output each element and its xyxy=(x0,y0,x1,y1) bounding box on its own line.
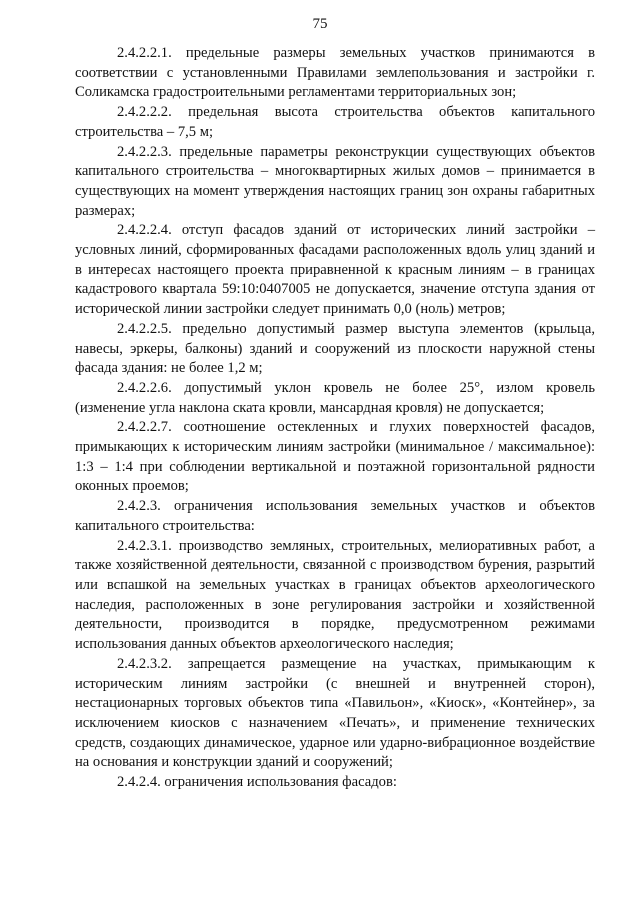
paragraph-2-4-2-2-6: 2.4.2.2.6. допустимый уклон кровель не более 25°, излом кровель (изменение угла наклона ската кровли, мансардная кровля) не допускается; xyxy=(75,379,595,416)
document-body xyxy=(75,44,595,793)
paragraph-2-4-2-2-3: 2.4.2.2.3. предельные параметры реконструкции существующих объектов капитального строительства – многоквартирных жилых домов – принимается в существующих на момент утверждения настоящих границ зон охраны габаритных размерах; xyxy=(75,143,595,219)
paragraph-2-4-2-2-5: 2.4.2.2.5. предельно допустимый размер выступа элементов (крыльца, навесы, эркеры, балконы) зданий и сооружений из плоскости наружной стены фасада здания: не более 1,2 м; xyxy=(75,320,595,377)
paragraph-2-4-2-4: 2.4.2.4. ограничения использования фасадов: xyxy=(117,774,397,791)
page-number: 75 xyxy=(312,16,328,32)
paragraph-2-4-2-3-2: 2.4.2.3.2. запрещается размещение на участках, примыкающим к историческим линиям застройки (с внешней и внутренней сторон), нестационарных торговых объектов типа «Павильон», «Киоск», «Контейнер», за исключением киосков с назначением «Печать», и применение технических средств, создающих динамическое, ударное или ударно-вибрационное воздействие на основания и конструкции зданий и сооружений; xyxy=(75,655,595,771)
paragraph-2-4-2-3: 2.4.2.3. ограничения использования земельных участков и объектов капитального строительства: xyxy=(75,498,595,534)
paragraph-2-4-2-3-1: 2.4.2.3.1. производство земляных, строительных, мелиоративных работ, а также хозяйственной деятельности, связанной с производством бурения, разрытий или вспашкой на земельных участках в границах объектов археологического наследия, расположенных в зоне регулирования застройки и хозяйственной деятельности, производится в порядке, предусмотренном режимами использования данных объектов археологического наследия; xyxy=(75,537,595,653)
paragraph-2-4-2-2-4: 2.4.2.2.4. отступ фасадов зданий от исторических линий застройки – условных линий, сформированных фасадами расположенных вдоль улиц зданий и в интересах настоящего проекта приравненной к красным линиям – в границах кадастрового квартала 59:10:0407005 не допускается, значение отступа здания от исторической линии застройки следует принимать 0,0 (ноль) метров; xyxy=(75,222,595,318)
paragraph-2-4-2-2-1: 2.4.2.2.1. предельные размеры земельных участков принимаются в соответствии с установленными Правилами землепользования и застройки г. Соликамска градостроительными регламентами территориальных зон; xyxy=(75,45,595,101)
paragraph-2-4-2-2-7: 2.4.2.2.7. соотношение остекленных и глухих поверхностей фасадов, примыкающих к историческим линиям застройки (минимальное / максимальное): 1:3 – 1:4 при соблюдении вертикальной и поэтажной горизонтальной рядности оконных проемов; xyxy=(75,419,595,495)
paragraph-2-4-2-2-2: 2.4.2.2.2. предельная высота строительства объектов капитального строительства – 7,5 м; xyxy=(75,104,595,140)
